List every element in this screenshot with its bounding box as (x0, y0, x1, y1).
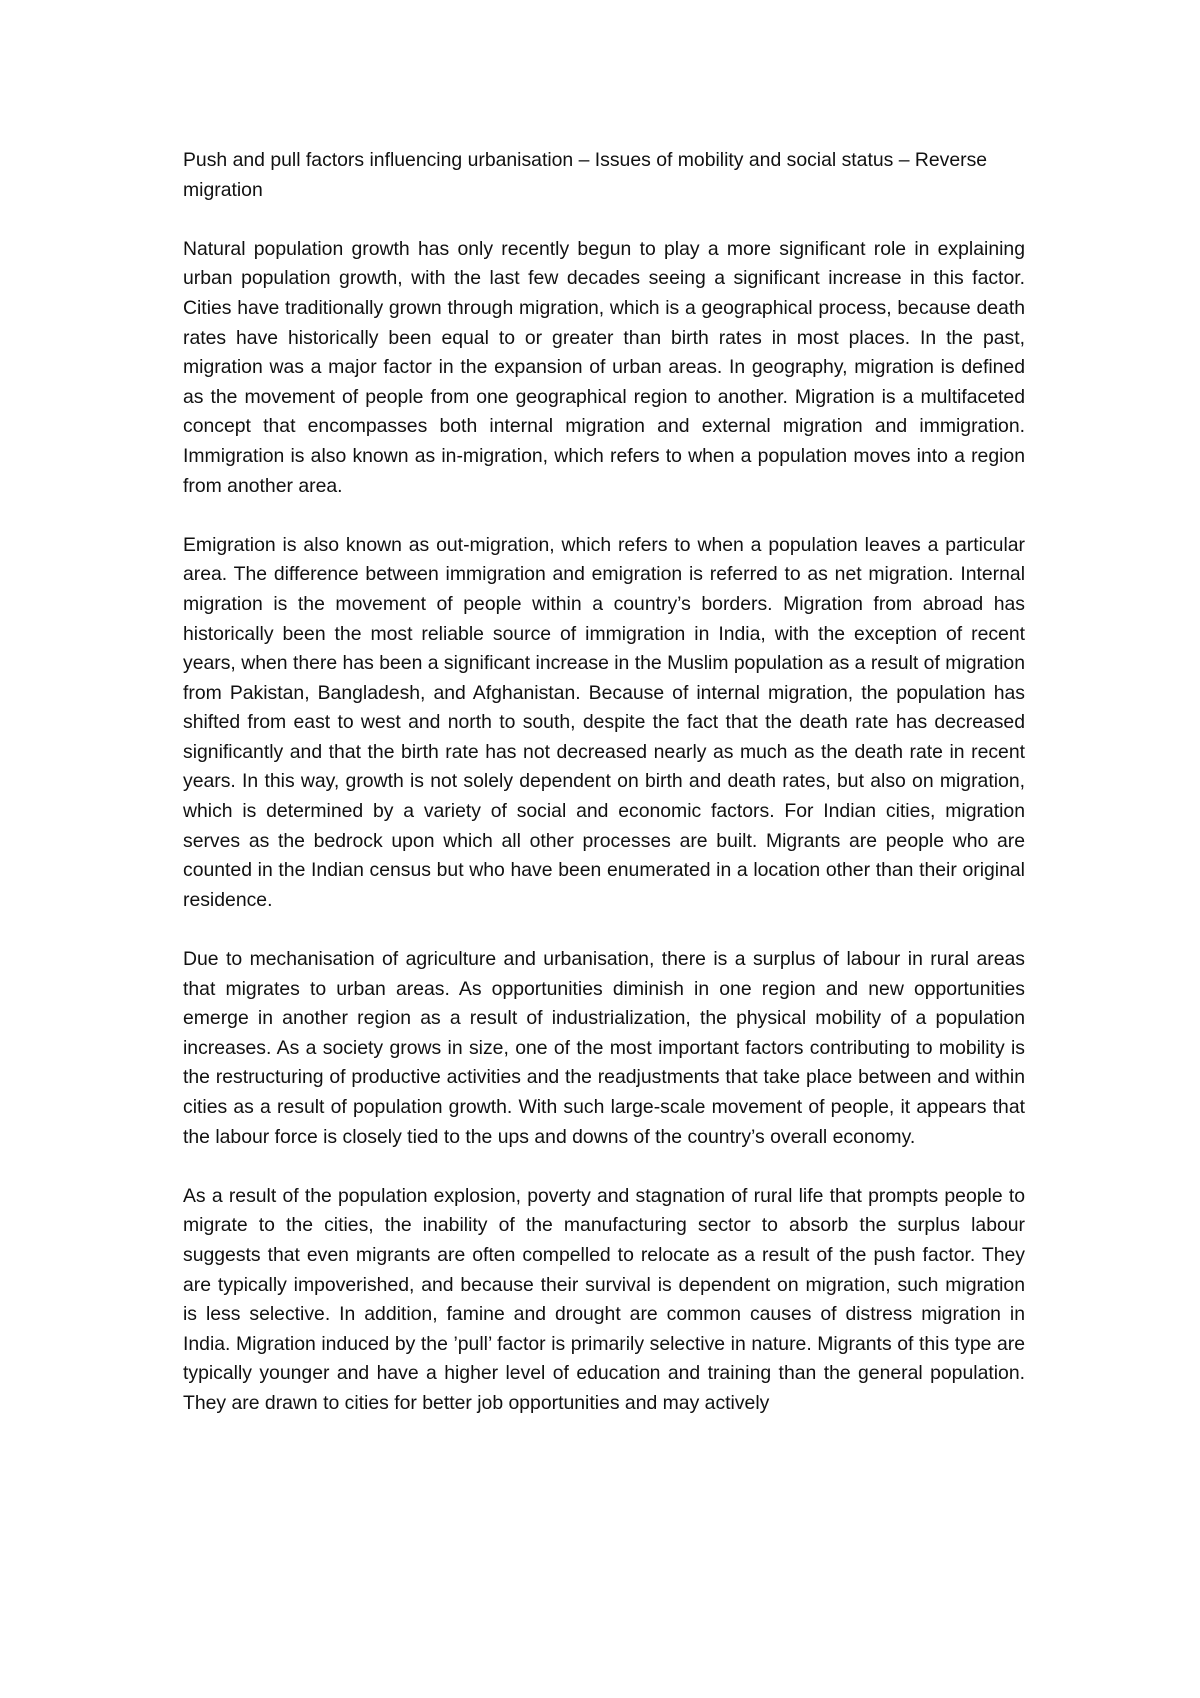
document-heading: Push and pull factors influencing urbanisation – Issues of mobility and social status – Reverse migration (183, 149, 988, 201)
paragraph-1: Natural population growth has only recently begun to play a more significant role in explaining urban population growth, with the last few decades seeing a significant increase in this factor. Cities have traditionally grown through migration, which is a geographical process, because death rates have historically been equal to or greater than birth rates in most places. In the past, migration was a major factor in the expansion of urban areas. In geography, migration is defined as the movement of people from one geographical region to another. Migration is a multifaceted concept that encompasses both internal migration and external migration and immigration. Immigration is also known as in-migration, which refers to when a population moves into a region from another area. (183, 237, 1025, 497)
paragraph-4: As a result of the population explosion, poverty and stagnation of rural life that prompts people to migrate to the cities, the inability of the manufacturing sector to absorb the surplus labour suggests that even migrants are often compelled to relocate as a result of the push factor. They are typically impoverished, and because their survival is dependent on migration, such migration is less selective. In addition, famine and drought are common causes of distress migration in India. Migration induced by the ’pull’ factor is primarily selective in nature. Migrants of this type are typically younger and have a higher level of education and training than the general population. They are drawn to cities for better job opportunities and may actively (183, 1184, 1025, 1414)
paragraph-3: Due to mechanisation of agriculture and urbanisation, there is a surplus of labour in rural areas that migrates to urban areas. As opportunities diminish in one region and new opportunities emerge in another region as a result of industrialization, the physical mobility of a population increases. As a society grows in size, one of the most important factors contributing to mobility is the restructuring of productive activities and the readjustments that take place between and within cities as a result of population growth. With such large-scale movement of people, it appears that the labour force is closely tied to the ups and downs of the country’s overall economy. (183, 948, 1025, 1148)
document-body (183, 146, 1025, 1419)
paragraph-2: Emigration is also known as out-migration, which refers to when a population leaves a particular area. The difference between immigration and emigration is referred to as net migration. Internal migration is the movement of people within a country’s borders. Migration from abroad has historically been the most reliable source of immigration in India, with the exception of recent years, when there has been a significant increase in the Muslim population as a result of migration from Pakistan, Bangladesh, and Afghanistan. Because of internal migration, the population has shifted from east to west and north to south, despite the fact that the death rate has decreased significantly and that the birth rate has not decreased nearly as much as the death rate in recent years. In this way, growth is not solely dependent on birth and death rates, but also on migration, which is determined by a variety of social and economic factors. For Indian cities, migration serves as the bedrock upon which all other processes are built. Migrants are people who are counted in the Indian census but who have been enumerated in a location other than their original residence. (183, 533, 1025, 911)
